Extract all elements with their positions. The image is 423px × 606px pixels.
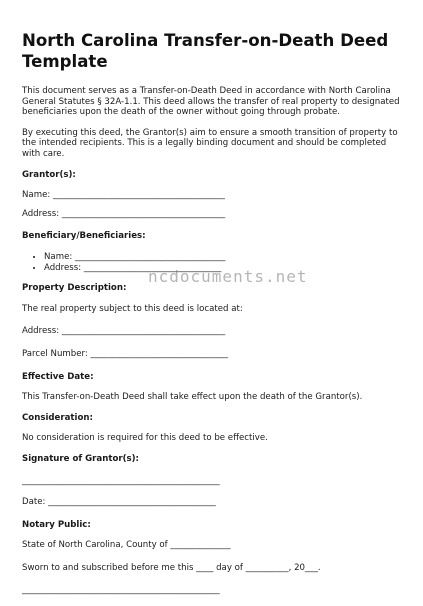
signature-date-field: Date: _______________________________________	[22, 497, 216, 508]
effective-date-text: This Transfer-on-Death Deed shall take effect upon the death of the Grantor(s).	[22, 392, 363, 403]
beneficiary-list	[22, 252, 402, 273]
parcel-number-field: Parcel Number: ________________________________	[22, 348, 229, 359]
document-page	[22, 30, 402, 606]
notary-signature-line: ______________________________________________	[22, 585, 220, 596]
grantor-name-field: Name: ________________________________________	[22, 190, 225, 201]
document-title: North Carolina Transfer-on-Death Deed Template	[22, 31, 389, 71]
intro-paragraph-1: This document serves as a Transfer-on-Death Deed in accordance with North Carolina General Statutes § 32A-1.1. This deed allows the transfer of real property to designated beneficiaries upon the death of the owner without going through probate.	[22, 86, 400, 118]
beneficiary-address-field: • Address: ________________________________	[44, 263, 402, 274]
signature-line: ______________________________________________	[22, 476, 220, 487]
beneficiary-heading: Beneficiary/Beneficiaries:	[22, 231, 146, 242]
watermark-text: ncdocuments.net	[148, 267, 308, 286]
grantor-heading: Grantor(s):	[22, 169, 76, 180]
notary-heading: Notary Public:	[22, 519, 91, 530]
effective-date-heading: Effective Date:	[22, 371, 94, 382]
consideration-heading: Consideration:	[22, 412, 93, 423]
notary-state-county: State of North Carolina, County of ______________	[22, 540, 231, 551]
beneficiary-name-field: • Name: ___________________________________	[44, 252, 402, 263]
property-heading: Property Description:	[22, 283, 127, 294]
notary-sworn-text: Sworn to and subscribed before me this ____ day of __________, 20___.	[22, 562, 321, 573]
intro-paragraph-2: By executing this deed, the Grantor(s) aim to ensure a smooth transition of property to the intended recipients. This is a legally binding document and should be completed with care.	[22, 127, 398, 159]
consideration-text: No consideration is required for this deed to be effective.	[22, 433, 268, 444]
grantor-address-field: Address: ______________________________________	[22, 208, 226, 219]
signature-heading: Signature of Grantor(s):	[22, 453, 139, 464]
property-address-field: Address: ______________________________________	[22, 326, 226, 337]
property-location-text: The real property subject to this deed is located at:	[22, 303, 243, 314]
